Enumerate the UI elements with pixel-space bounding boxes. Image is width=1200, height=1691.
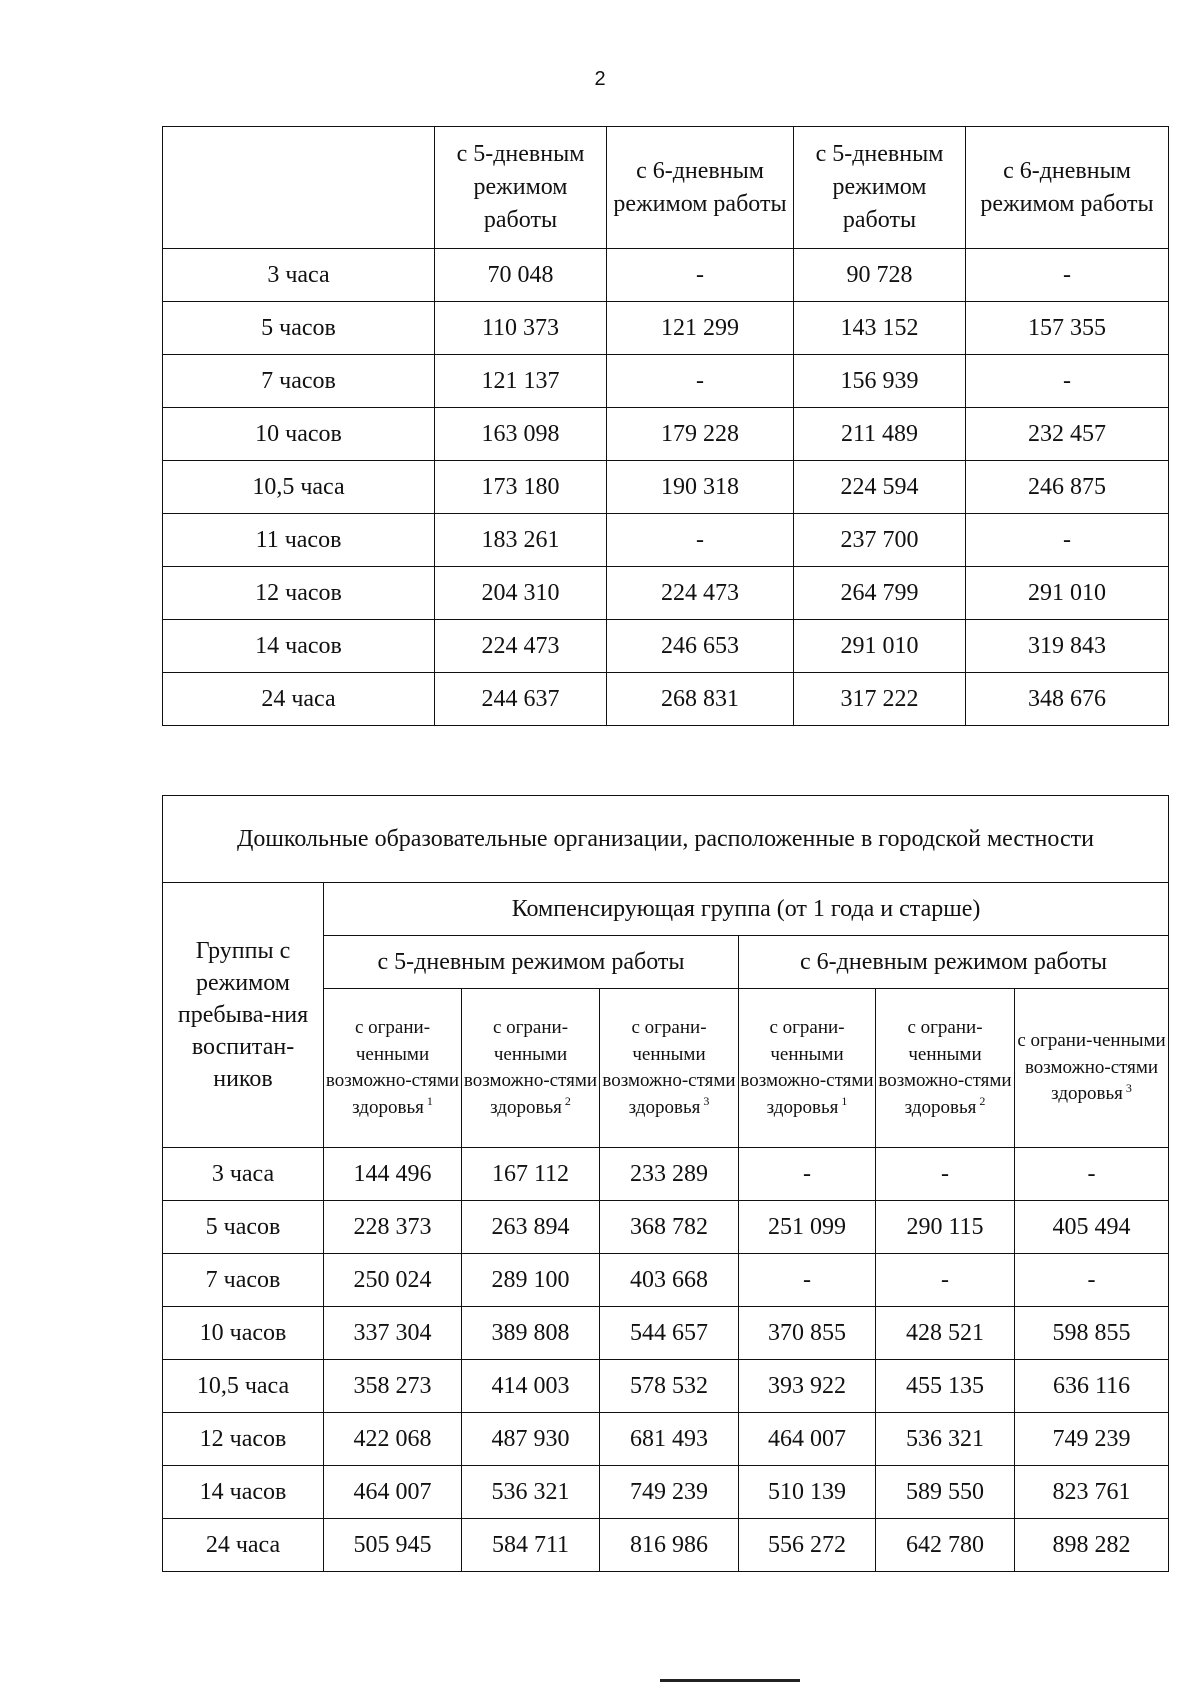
table-row (163, 673, 1169, 726)
table-cell: 370 855 (739, 1307, 876, 1360)
header-cell: с 5-дневным режимом работы (794, 127, 966, 249)
header-cell (163, 127, 435, 249)
table-row (163, 1413, 1169, 1466)
subheader-text: с ограни-ченными возможно-стями здоровья (463, 1017, 598, 1118)
table-cell: 414 003 (462, 1360, 600, 1413)
table-cell: 428 521 (876, 1307, 1015, 1360)
subheader-text: с ограни-ченными возможно-стями здоровья (878, 1017, 1012, 1118)
table-cell: 290 115 (876, 1201, 1015, 1254)
table-cell: 291 010 (966, 567, 1169, 620)
table-cell: 464 007 (324, 1466, 462, 1519)
footnote-marker: 2 (564, 1094, 571, 1109)
table-cell: 250 024 (324, 1254, 462, 1307)
table-cell: 157 355 (966, 302, 1169, 355)
subheader-cell (739, 989, 876, 1148)
table-cell: - (876, 1148, 1015, 1201)
subheader-cell (600, 989, 739, 1148)
table-row (163, 302, 1169, 355)
table-cell: 237 700 (794, 514, 966, 567)
table-cell: 536 321 (462, 1466, 600, 1519)
table-cell: 422 068 (324, 1413, 462, 1466)
table-cell: 244 637 (435, 673, 607, 726)
row-label: 3 часа (163, 249, 435, 302)
table-cell: 268 831 (607, 673, 794, 726)
scan-mark (660, 1679, 800, 1682)
table-cell: 816 986 (600, 1519, 739, 1572)
header-cell: с 5-дневным режимом работы (435, 127, 607, 249)
table-cell: - (966, 514, 1169, 567)
row-label: 7 часов (163, 355, 435, 408)
table-row (163, 461, 1169, 514)
table-cell: - (739, 1254, 876, 1307)
table-cell: 190 318 (607, 461, 794, 514)
rates-table-1 (162, 126, 1169, 726)
table-cell: 143 152 (794, 302, 966, 355)
table-row (163, 249, 1169, 302)
row-label: 5 часов (163, 1201, 324, 1254)
table-cell: - (966, 249, 1169, 302)
table-row (163, 1201, 1169, 1254)
row-label: 10,5 часа (163, 1360, 324, 1413)
table-row (163, 355, 1169, 408)
table-cell: - (739, 1148, 876, 1201)
table-row (163, 1519, 1169, 1572)
table-cell: 246 653 (607, 620, 794, 673)
table-row (163, 1307, 1169, 1360)
table-cell: 163 098 (435, 408, 607, 461)
table-cell: 121 137 (435, 355, 607, 408)
row-label: 7 часов (163, 1254, 324, 1307)
header-cell: с 6-дневным режимом работы (607, 127, 794, 249)
table-row (163, 1148, 1169, 1201)
table-cell: - (607, 249, 794, 302)
footnote-marker: 3 (1125, 1080, 1132, 1095)
group-header: Компенсирующая группа (от 1 года и старше) (324, 883, 1169, 936)
subheader-cell (1015, 989, 1169, 1148)
page-number: 2 (594, 68, 606, 90)
subheader-cell (876, 989, 1015, 1148)
subheader-text: с ограни-ченными возможно-стями здоровья (1017, 1030, 1166, 1105)
footnote-marker: 1 (426, 1094, 433, 1109)
table-row (163, 1360, 1169, 1413)
table-cell: - (876, 1254, 1015, 1307)
subheader-text: с ограни-ченными возможно-стями здоровья (602, 1017, 736, 1118)
mode-header: с 5-дневным режимом работы (324, 936, 739, 989)
table-cell: 455 135 (876, 1360, 1015, 1413)
table-cell: 251 099 (739, 1201, 876, 1254)
row-label: 10 часов (163, 408, 435, 461)
table-cell: - (607, 355, 794, 408)
table-cell: 121 299 (607, 302, 794, 355)
table-cell: - (607, 514, 794, 567)
table-cell: 144 496 (324, 1148, 462, 1201)
row-label: 14 часов (163, 620, 435, 673)
subheader-cell (462, 989, 600, 1148)
footnote-marker: 2 (979, 1094, 986, 1109)
table-cell: 348 676 (966, 673, 1169, 726)
subheader-text: с ограни-ченными возможно-стями здоровья (740, 1017, 874, 1118)
table-cell: 389 808 (462, 1307, 600, 1360)
row-label: 5 часов (163, 302, 435, 355)
subheader-cell (324, 989, 462, 1148)
table-cell: 183 261 (435, 514, 607, 567)
table-cell: 393 922 (739, 1360, 876, 1413)
row-label: 12 часов (163, 567, 435, 620)
table-cell: 246 875 (966, 461, 1169, 514)
table-cell: 70 048 (435, 249, 607, 302)
table-cell: 403 668 (600, 1254, 739, 1307)
table-title-row (163, 796, 1169, 883)
table-cell: 110 373 (435, 302, 607, 355)
table-cell: 224 473 (435, 620, 607, 673)
row-header-cell: Группы с режимом пребыва-ния воспитан-ников (163, 883, 324, 1148)
table-cell: 264 799 (794, 567, 966, 620)
table-cell: 505 945 (324, 1519, 462, 1572)
table-cell: 337 304 (324, 1307, 462, 1360)
table-cell: 584 711 (462, 1519, 600, 1572)
table-cell: - (1015, 1254, 1169, 1307)
footnote-marker: 3 (703, 1094, 710, 1109)
table-cell: 319 843 (966, 620, 1169, 673)
table-cell: 368 782 (600, 1201, 739, 1254)
footnote-marker: 1 (841, 1094, 848, 1109)
table-cell: 289 100 (462, 1254, 600, 1307)
table-title: Дошкольные образовательные организации, расположенные в городской местности (163, 796, 1169, 883)
table-cell: 224 473 (607, 567, 794, 620)
table-row (163, 1466, 1169, 1519)
table-cell: 317 222 (794, 673, 966, 726)
table-cell: 642 780 (876, 1519, 1015, 1572)
table-cell: 536 321 (876, 1413, 1015, 1466)
row-label: 10,5 часа (163, 461, 435, 514)
table-cell: 898 282 (1015, 1519, 1169, 1572)
table-cell: 487 930 (462, 1413, 600, 1466)
table-row (163, 408, 1169, 461)
table-cell: 233 289 (600, 1148, 739, 1201)
table-cell: 464 007 (739, 1413, 876, 1466)
table-cell: 598 855 (1015, 1307, 1169, 1360)
table-cell: - (1015, 1148, 1169, 1201)
table-cell: 90 728 (794, 249, 966, 302)
table-cell: 556 272 (739, 1519, 876, 1572)
table-cell: 224 594 (794, 461, 966, 514)
subheader-text: с ограни-ченными возможно-стями здоровья (325, 1017, 460, 1118)
row-label: 12 часов (163, 1413, 324, 1466)
table-cell: 636 116 (1015, 1360, 1169, 1413)
table-cell: 749 239 (1015, 1413, 1169, 1466)
table-cell: 749 239 (600, 1466, 739, 1519)
table-cell: 405 494 (1015, 1201, 1169, 1254)
table-cell: 823 761 (1015, 1466, 1169, 1519)
table-cell: 589 550 (876, 1466, 1015, 1519)
table-cell: 578 532 (600, 1360, 739, 1413)
table-cell: 263 894 (462, 1201, 600, 1254)
row-label: 14 часов (163, 1466, 324, 1519)
group-header-row (163, 883, 1169, 936)
table-cell: 167 112 (462, 1148, 600, 1201)
table-cell: 358 273 (324, 1360, 462, 1413)
header-cell: с 6-дневным режимом работы (966, 127, 1169, 249)
table-row (163, 1254, 1169, 1307)
table-cell: 179 228 (607, 408, 794, 461)
table-header-row (163, 127, 1169, 249)
table-cell: 228 373 (324, 1201, 462, 1254)
table-cell: 211 489 (794, 408, 966, 461)
table-cell: 173 180 (435, 461, 607, 514)
table-cell: 291 010 (794, 620, 966, 673)
table-cell: 156 939 (794, 355, 966, 408)
table-row (163, 514, 1169, 567)
table-cell: 681 493 (600, 1413, 739, 1466)
row-label: 24 часа (163, 673, 435, 726)
row-label: 3 часа (163, 1148, 324, 1201)
row-label: 24 часа (163, 1519, 324, 1572)
row-label: 10 часов (163, 1307, 324, 1360)
mode-header: с 6-дневным режимом работы (739, 936, 1169, 989)
table-cell: 510 139 (739, 1466, 876, 1519)
table-row (163, 567, 1169, 620)
table-cell: 232 457 (966, 408, 1169, 461)
table-cell: - (966, 355, 1169, 408)
table-cell: 544 657 (600, 1307, 739, 1360)
rates-table-2 (162, 795, 1169, 1572)
table-cell: 204 310 (435, 567, 607, 620)
table-row (163, 620, 1169, 673)
row-label: 11 часов (163, 514, 435, 567)
